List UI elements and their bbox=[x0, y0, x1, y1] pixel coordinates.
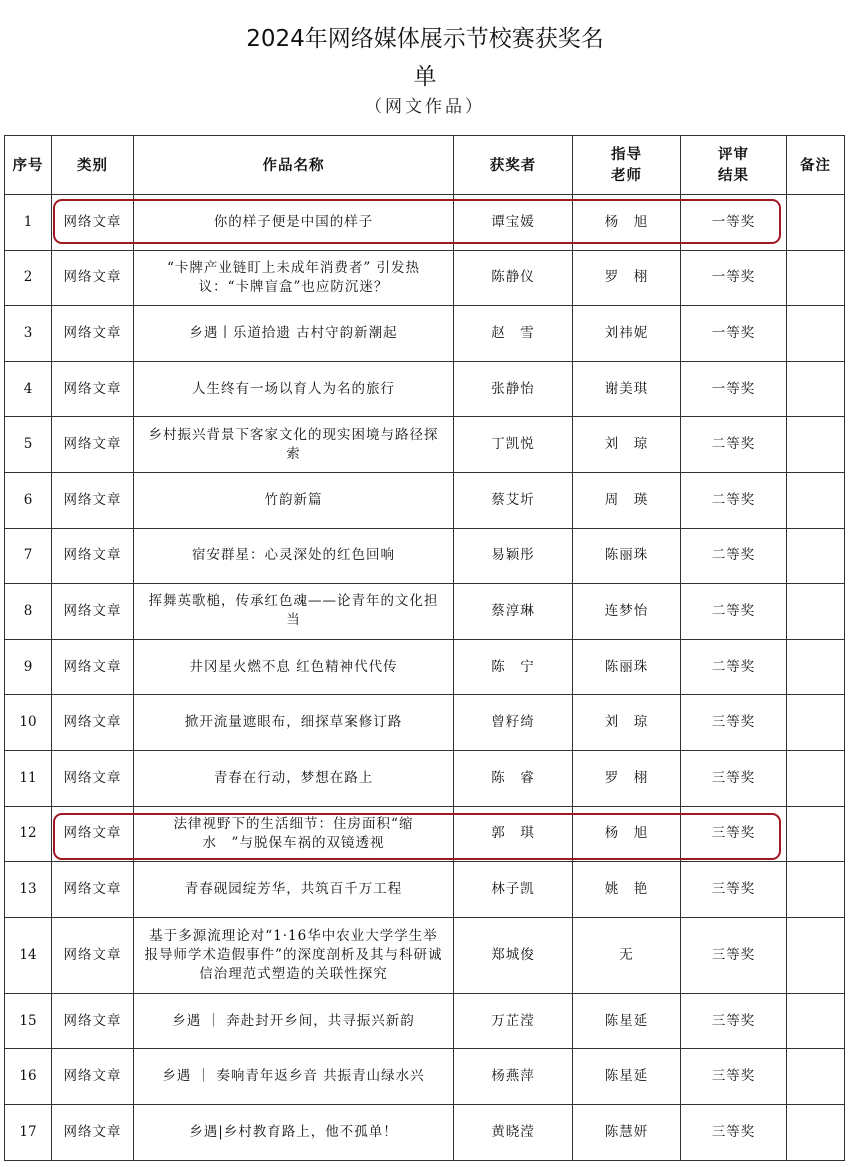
cell-result: 二等奖 bbox=[681, 584, 787, 640]
cell-category: 网络文章 bbox=[52, 862, 134, 918]
cell-winner: 张静怡 bbox=[454, 361, 573, 417]
cell-no: 8 bbox=[5, 584, 52, 640]
cell-work: 乡遇丨乐道拾遗 古村守韵新潮起 bbox=[134, 306, 454, 362]
cell-winner: 易颖彤 bbox=[454, 528, 573, 584]
cell-note bbox=[787, 862, 845, 918]
cell-note bbox=[787, 1049, 845, 1105]
cell-winner: 杨燕萍 bbox=[454, 1049, 573, 1105]
cell-winner: 陈静仪 bbox=[454, 250, 573, 306]
cell-winner: 林子凯 bbox=[454, 862, 573, 918]
cell-note bbox=[787, 195, 845, 251]
table-row bbox=[5, 993, 845, 1049]
cell-category: 网络文章 bbox=[52, 750, 134, 806]
cell-work: 青春在行动，梦想在路上 bbox=[134, 750, 454, 806]
cell-mentor: 陈慧妍 bbox=[573, 1104, 681, 1160]
table-row bbox=[5, 862, 845, 918]
cell-category: 网络文章 bbox=[52, 1104, 134, 1160]
table-row bbox=[5, 917, 845, 993]
cell-category: 网络文章 bbox=[52, 417, 134, 473]
cell-category: 网络文章 bbox=[52, 806, 134, 862]
cell-note bbox=[787, 750, 845, 806]
cell-winner: 丁凯悦 bbox=[454, 417, 573, 473]
cell-work: “卡牌产业链盯上未成年消费者” 引发热议：“卡牌盲盒”也应防沉迷？ bbox=[134, 250, 454, 306]
cell-mentor: 陈星延 bbox=[573, 1049, 681, 1105]
cell-category: 网络文章 bbox=[52, 917, 134, 993]
cell-note bbox=[787, 528, 845, 584]
cell-no: 7 bbox=[5, 528, 52, 584]
table-row bbox=[5, 750, 845, 806]
header-mentor-line2: 老师 bbox=[611, 167, 642, 184]
cell-winner: 陈 睿 bbox=[454, 750, 573, 806]
cell-category: 网络文章 bbox=[52, 528, 134, 584]
cell-mentor: 刘 琼 bbox=[573, 417, 681, 473]
cell-work: 你的样子便是中国的样子 bbox=[134, 195, 454, 251]
cell-work: 竹韵新篇 bbox=[134, 472, 454, 528]
cell-no: 10 bbox=[5, 695, 52, 751]
cell-note bbox=[787, 417, 845, 473]
cell-mentor: 陈丽珠 bbox=[573, 639, 681, 695]
cell-category: 网络文章 bbox=[52, 639, 134, 695]
cell-no: 1 bbox=[5, 195, 52, 251]
cell-mentor: 谢美琪 bbox=[573, 361, 681, 417]
cell-winner: 蔡艾圻 bbox=[454, 472, 573, 528]
table-row bbox=[5, 1049, 845, 1105]
table-row bbox=[5, 1104, 845, 1160]
header-mentor-line1: 指导 bbox=[611, 146, 642, 163]
header-category: 类别 bbox=[52, 136, 134, 195]
cell-note bbox=[787, 806, 845, 862]
table-row bbox=[5, 639, 845, 695]
cell-result: 二等奖 bbox=[681, 639, 787, 695]
page-subtitle: （网文作品） bbox=[365, 97, 485, 117]
cell-no: 9 bbox=[5, 639, 52, 695]
cell-winner: 陈 宁 bbox=[454, 639, 573, 695]
cell-work: 乡村振兴背景下客家文化的现实困境与路径探索 bbox=[134, 417, 454, 473]
cell-no: 11 bbox=[5, 750, 52, 806]
cell-category: 网络文章 bbox=[52, 250, 134, 306]
cell-winner: 万芷滢 bbox=[454, 993, 573, 1049]
cell-mentor: 杨 旭 bbox=[573, 806, 681, 862]
header-mentor bbox=[573, 136, 681, 195]
cell-work: 法律视野下的生活细节：住房面积“缩 水 ”与脱保车祸的双镜透视 bbox=[134, 806, 454, 862]
cell-result: 三等奖 bbox=[681, 862, 787, 918]
cell-no: 15 bbox=[5, 993, 52, 1049]
cell-category: 网络文章 bbox=[52, 1049, 134, 1105]
cell-result: 二等奖 bbox=[681, 417, 787, 473]
cell-mentor: 刘祎妮 bbox=[573, 306, 681, 362]
highlight-box-row-1 bbox=[53, 199, 781, 244]
cell-note bbox=[787, 250, 845, 306]
cell-note bbox=[787, 584, 845, 640]
header-winner: 获奖者 bbox=[454, 136, 573, 195]
cell-no: 17 bbox=[5, 1104, 52, 1160]
cell-mentor: 陈星延 bbox=[573, 993, 681, 1049]
cell-no: 16 bbox=[5, 1049, 52, 1105]
cell-result: 三等奖 bbox=[681, 993, 787, 1049]
cell-category: 网络文章 bbox=[52, 695, 134, 751]
cell-result: 二等奖 bbox=[681, 472, 787, 528]
cell-category: 网络文章 bbox=[52, 195, 134, 251]
header-note: 备注 bbox=[787, 136, 845, 195]
cell-mentor: 姚 艳 bbox=[573, 862, 681, 918]
cell-work: 乡遇 ｜ 奏响青年返乡音 共振青山绿水兴 bbox=[134, 1049, 454, 1105]
cell-note bbox=[787, 993, 845, 1049]
cell-category: 网络文章 bbox=[52, 306, 134, 362]
cell-result: 三等奖 bbox=[681, 695, 787, 751]
table-row bbox=[5, 528, 845, 584]
cell-mentor: 刘 琼 bbox=[573, 695, 681, 751]
page-title-continued: 单 bbox=[413, 64, 437, 90]
cell-mentor: 杨 旭 bbox=[573, 195, 681, 251]
header-result-line2: 结果 bbox=[718, 167, 749, 184]
cell-winner: 蔡淳琳 bbox=[454, 584, 573, 640]
cell-result: 三等奖 bbox=[681, 750, 787, 806]
header-work: 作品名称 bbox=[134, 136, 454, 195]
cell-result: 二等奖 bbox=[681, 528, 787, 584]
cell-result: 一等奖 bbox=[681, 250, 787, 306]
cell-winner: 曾籽绮 bbox=[454, 695, 573, 751]
table-row bbox=[5, 472, 845, 528]
cell-work: 乡遇 ｜ 奔赴封开乡间，共寻振兴新韵 bbox=[134, 993, 454, 1049]
table-row bbox=[5, 361, 845, 417]
table-row bbox=[5, 306, 845, 362]
cell-work: 掀开流量遮眼布，细探草案修订路 bbox=[134, 695, 454, 751]
table-row bbox=[5, 584, 845, 640]
cell-mentor: 周 瑛 bbox=[573, 472, 681, 528]
cell-note bbox=[787, 695, 845, 751]
cell-mentor: 无 bbox=[573, 917, 681, 993]
cell-category: 网络文章 bbox=[52, 993, 134, 1049]
cell-note bbox=[787, 306, 845, 362]
table-row bbox=[5, 250, 845, 306]
table-row bbox=[5, 417, 845, 473]
cell-no: 5 bbox=[5, 417, 52, 473]
page-title: 2024年网络媒体展示节校赛获奖名 bbox=[246, 26, 604, 52]
cell-no: 12 bbox=[5, 806, 52, 862]
cell-no: 14 bbox=[5, 917, 52, 993]
cell-note bbox=[787, 1104, 845, 1160]
cell-category: 网络文章 bbox=[52, 361, 134, 417]
cell-work: 人生终有一场以育人为名的旅行 bbox=[134, 361, 454, 417]
header-no: 序号 bbox=[5, 136, 52, 195]
cell-winner: 黄晓滢 bbox=[454, 1104, 573, 1160]
cell-no: 3 bbox=[5, 306, 52, 362]
cell-result: 三等奖 bbox=[681, 917, 787, 993]
cell-winner: 赵 雪 bbox=[454, 306, 573, 362]
cell-result: 三等奖 bbox=[681, 1104, 787, 1160]
cell-no: 2 bbox=[5, 250, 52, 306]
highlight-box-row-12 bbox=[53, 813, 781, 860]
cell-no: 13 bbox=[5, 862, 52, 918]
cell-winner: 谭宝媛 bbox=[454, 195, 573, 251]
cell-winner: 郑城俊 bbox=[454, 917, 573, 993]
table-row bbox=[5, 695, 845, 751]
cell-mentor: 罗 栩 bbox=[573, 250, 681, 306]
cell-note bbox=[787, 472, 845, 528]
cell-mentor: 连梦怡 bbox=[573, 584, 681, 640]
cell-work: 乡遇|乡村教育路上，他不孤单！ bbox=[134, 1104, 454, 1160]
cell-work: 青春砚园绽芳华，共筑百千万工程 bbox=[134, 862, 454, 918]
header-result-line1: 评审 bbox=[718, 146, 749, 163]
table-header-row bbox=[5, 136, 845, 195]
cell-note bbox=[787, 639, 845, 695]
cell-category: 网络文章 bbox=[52, 472, 134, 528]
cell-result: 三等奖 bbox=[681, 806, 787, 862]
cell-note bbox=[787, 917, 845, 993]
cell-note bbox=[787, 361, 845, 417]
cell-result: 一等奖 bbox=[681, 361, 787, 417]
cell-result: 一等奖 bbox=[681, 195, 787, 251]
cell-work: 挥舞英歌槌，传承红色魂——论青年的文化担当 bbox=[134, 584, 454, 640]
cell-result: 三等奖 bbox=[681, 1049, 787, 1105]
cell-result: 一等奖 bbox=[681, 306, 787, 362]
cell-mentor: 陈丽珠 bbox=[573, 528, 681, 584]
cell-work: 宿安群星：心灵深处的红色回响 bbox=[134, 528, 454, 584]
award-table bbox=[4, 135, 845, 1161]
cell-no: 4 bbox=[5, 361, 52, 417]
cell-work: 基于多源流理论对“1·16华中农业大学学生举报导师学术造假事件”的深度剖析及其与科研诚信治理范式塑造的关联性探究 bbox=[134, 917, 454, 993]
cell-no: 6 bbox=[5, 472, 52, 528]
header-result bbox=[681, 136, 787, 195]
cell-category: 网络文章 bbox=[52, 584, 134, 640]
cell-work: 井冈星火燃不息 红色精神代代传 bbox=[134, 639, 454, 695]
cell-mentor: 罗 栩 bbox=[573, 750, 681, 806]
cell-winner: 郭 琪 bbox=[454, 806, 573, 862]
